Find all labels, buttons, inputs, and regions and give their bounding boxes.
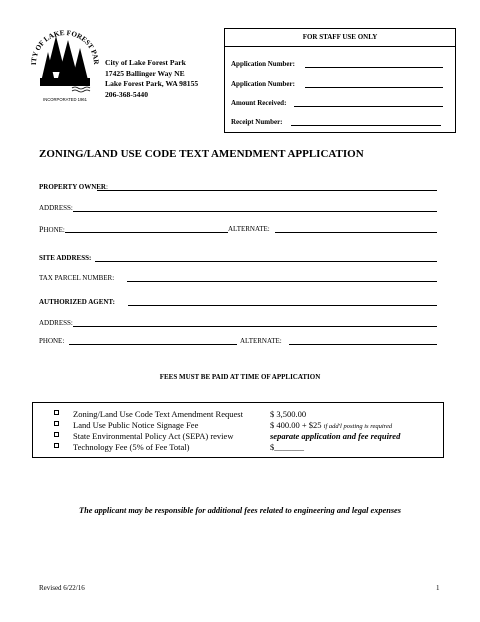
logo-arc-text: ITY OF LAKE FOREST PAR (29, 28, 101, 66)
checkbox-icon[interactable] (54, 410, 59, 415)
city-address-block (105, 58, 198, 100)
staff-title: FOR STAFF USE ONLY (225, 29, 455, 47)
fee-name: State Environmental Policy Act (SEPA) review (73, 431, 234, 441)
fees-heading: FEES MUST BE PAID AT TIME OF APPLICATION (159, 373, 321, 381)
city-logo (28, 22, 102, 104)
site-address-field[interactable] (95, 261, 437, 262)
tax-parcel-label: TAX PARCEL NUMBER: (39, 274, 115, 282)
checkbox-icon[interactable] (54, 432, 59, 437)
fee-name: Zoning/Land Use Code Text Amendment Request (73, 409, 243, 419)
owner-address-field[interactable] (73, 211, 437, 212)
property-owner-label: PROPERTY OWNER: (39, 183, 108, 191)
property-owner-field[interactable] (97, 190, 437, 191)
checkbox-icon[interactable] (54, 421, 59, 426)
revised-date: Revised 6/22/16 (39, 584, 85, 592)
agent-alternate-field[interactable] (289, 344, 437, 345)
staff-amount-received-line[interactable] (294, 106, 443, 107)
agent-address-field[interactable] (73, 326, 437, 327)
fee-amount: $ 3,500.00 (270, 409, 307, 419)
staff-use-box (224, 28, 456, 133)
page-number: 1 (436, 584, 440, 592)
agent-phone-field[interactable] (69, 344, 237, 345)
owner-phone-label: PHONE: (39, 225, 65, 234)
applicant-note: The applicant may be responsible for additional fees related to engineering and legal expenses (79, 506, 401, 515)
fee-amount: $ 400.00 + $25 if add'l posting is required (270, 420, 393, 430)
agent-phone-label: PHONE: (39, 337, 65, 345)
owner-phone-field[interactable] (65, 232, 228, 233)
fee-name: Land Use Public Notice Signage Fee (73, 420, 199, 430)
fee-note: if add'l posting is required (323, 423, 393, 430)
form-title: ZONING/LAND USE CODE TEXT AMENDMENT APPLICATION (39, 148, 364, 160)
site-address-label: SITE ADDRESS: (39, 254, 92, 262)
agent-alternate-label: ALTERNATE: (240, 337, 282, 345)
authorized-agent-label: AUTHORIZED AGENT: (39, 298, 115, 306)
tree-seal-icon (28, 22, 102, 104)
owner-alternate-field[interactable] (275, 232, 437, 233)
staff-application-number-1-line[interactable] (305, 67, 443, 68)
city-city: Lake Forest Park, WA 98155 (105, 79, 199, 88)
staff-receipt-number: Receipt Number: (231, 118, 283, 126)
fees-box (32, 402, 444, 458)
fee-name: Technology Fee (5% of Fee Total) (73, 442, 190, 452)
staff-application-number-2-line[interactable] (305, 87, 443, 88)
owner-alternate-label: ALTERNATE: (228, 225, 270, 233)
fee-amount: $_______ (270, 442, 304, 452)
owner-address-label: ADDRESS: (39, 204, 73, 212)
staff-application-number-1: Application Number: (231, 60, 295, 68)
staff-amount-received: Amount Received: (231, 99, 287, 107)
agent-address-label: ADDRESS: (39, 319, 73, 327)
logo-incorporated: INCORPORATED 1961 (43, 97, 87, 102)
staff-receipt-number-line[interactable] (291, 125, 441, 126)
staff-application-number-2: Application Number: (231, 80, 295, 88)
tax-parcel-field[interactable] (127, 281, 437, 282)
city-phone: 206-368-5440 (105, 89, 149, 99)
authorized-agent-field[interactable] (128, 305, 437, 306)
city-name: City of Lake Forest Park (105, 58, 186, 67)
city-street: 17425 Ballinger Way NE (105, 68, 185, 78)
fee-amount: separate application and fee required (270, 431, 401, 441)
checkbox-icon[interactable] (54, 443, 59, 448)
